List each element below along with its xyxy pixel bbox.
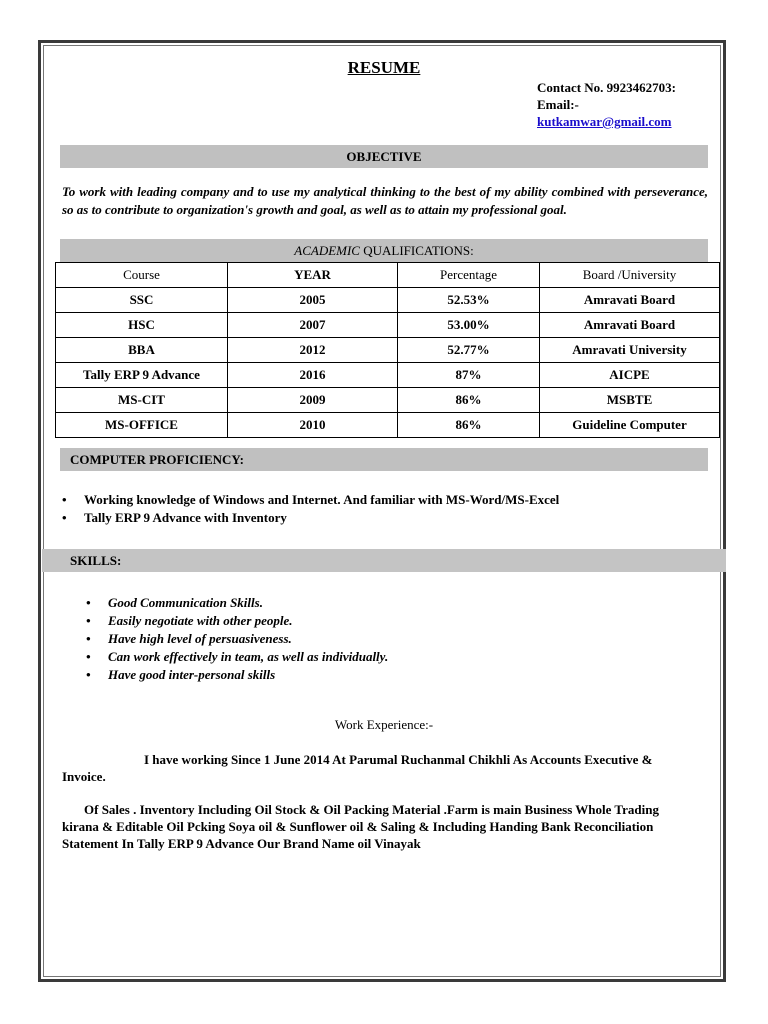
table-row: [56, 288, 720, 313]
bullet-icon: •: [86, 667, 91, 682]
table-row: [56, 388, 720, 413]
bullet-icon: •: [86, 649, 91, 664]
work-para1-line1: I have working Since 1 June 2014 At Parumal Ruchanmal Chikhli As Accounts Executive &: [144, 752, 653, 767]
bullet-icon: •: [62, 510, 67, 525]
resume-title: RESUME: [347, 58, 421, 77]
column-header: Course: [56, 263, 228, 288]
table-cell: AICPE: [540, 363, 720, 388]
table-cell: BBA: [56, 338, 228, 363]
academic-heading: [60, 239, 708, 262]
column-header: Board /University: [540, 263, 720, 288]
contact-block: [537, 79, 676, 130]
list-item: • Tally ERP 9 Advance with Inventory: [62, 510, 287, 525]
table-cell: Guideline Computer: [540, 413, 720, 438]
computer-list: [62, 491, 702, 527]
table-cell: 53.00%: [398, 313, 540, 338]
table-cell: 2007: [228, 313, 398, 338]
bullet-icon: •: [62, 492, 67, 507]
academic-heading-rest: QUALIFICATIONS:: [359, 243, 474, 258]
table-cell: 2005: [228, 288, 398, 313]
bullet-icon: •: [86, 613, 91, 628]
table-cell: MSBTE: [540, 388, 720, 413]
qualifications-table: [55, 262, 720, 438]
list-item: • Can work effectively in team, as well as individually.: [86, 649, 389, 664]
table-cell: 2009: [228, 388, 398, 413]
computer-heading: COMPUTER PROFICIENCY:: [60, 448, 708, 471]
table-row: [56, 313, 720, 338]
table-cell: 86%: [398, 413, 540, 438]
bullet-icon: •: [86, 595, 91, 610]
table-row: [56, 413, 720, 438]
objective-heading: OBJECTIVE: [60, 145, 708, 168]
work-experience-heading: Work Experience:-: [334, 717, 434, 732]
list-item: • Easily negotiate with other people.: [86, 613, 293, 628]
table-cell: Amravati University: [540, 338, 720, 363]
table-cell: Amravati Board: [540, 288, 720, 313]
objective-text: To work with leading company and to use my analytical thinking to the best of my ability combined with perseverance, so as to contribute to organization's growth and goal, as well as to attain my professional goal.: [62, 184, 708, 217]
table-cell: MS-OFFICE: [56, 413, 228, 438]
table-row: [56, 338, 720, 363]
column-header: YEAR: [228, 263, 398, 288]
column-header: Percentage: [398, 263, 540, 288]
contact-number: Contact No. 9923462703:: [537, 80, 677, 95]
table-cell: 2012: [228, 338, 398, 363]
bullet-icon: •: [86, 631, 91, 646]
table-cell: 2016: [228, 363, 398, 388]
table-cell: HSC: [56, 313, 228, 338]
list-item: • Good Communication Skills.: [86, 595, 263, 610]
list-item: • Working knowledge of Windows and Internet. And familiar with MS-Word/MS-Excel: [62, 492, 560, 507]
table-cell: SSC: [56, 288, 228, 313]
email-label: Email:-: [537, 97, 579, 112]
table-cell: 52.53%: [398, 288, 540, 313]
table-cell: 87%: [398, 363, 540, 388]
work-para1-line2: Invoice.: [62, 769, 106, 784]
table-cell: 86%: [398, 388, 540, 413]
table-cell: Tally ERP 9 Advance: [56, 363, 228, 388]
table-cell: 2010: [228, 413, 398, 438]
skills-heading: SKILLS:: [42, 549, 726, 572]
work-para2-line2: kirana & Editable Oil Pcking Soya oil & Sunflower oil & Saling & Including Handing Bank Reconciliation: [62, 819, 654, 834]
list-item: • Have high level of persuasiveness.: [86, 631, 292, 646]
table-cell: Amravati Board: [540, 313, 720, 338]
email-link[interactable]: kutkamwar@gmail.com: [537, 114, 672, 129]
academic-heading-italic: ACADEMIC: [294, 243, 360, 258]
table-header-row: [56, 263, 720, 288]
table-cell: MS-CIT: [56, 388, 228, 413]
work-para2-line3: Statement In Tally ERP 9 Advance Our Brand Name oil Vinayak: [62, 836, 421, 851]
table-row: [56, 363, 720, 388]
table-cell: 52.77%: [398, 338, 540, 363]
skills-list: [86, 594, 686, 684]
work-para2-line1: Of Sales . Inventory Including Oil Stock & Oil Packing Material .Farm is main Business Whole Trading: [84, 802, 659, 817]
list-item: • Have good inter-personal skills: [86, 667, 276, 682]
